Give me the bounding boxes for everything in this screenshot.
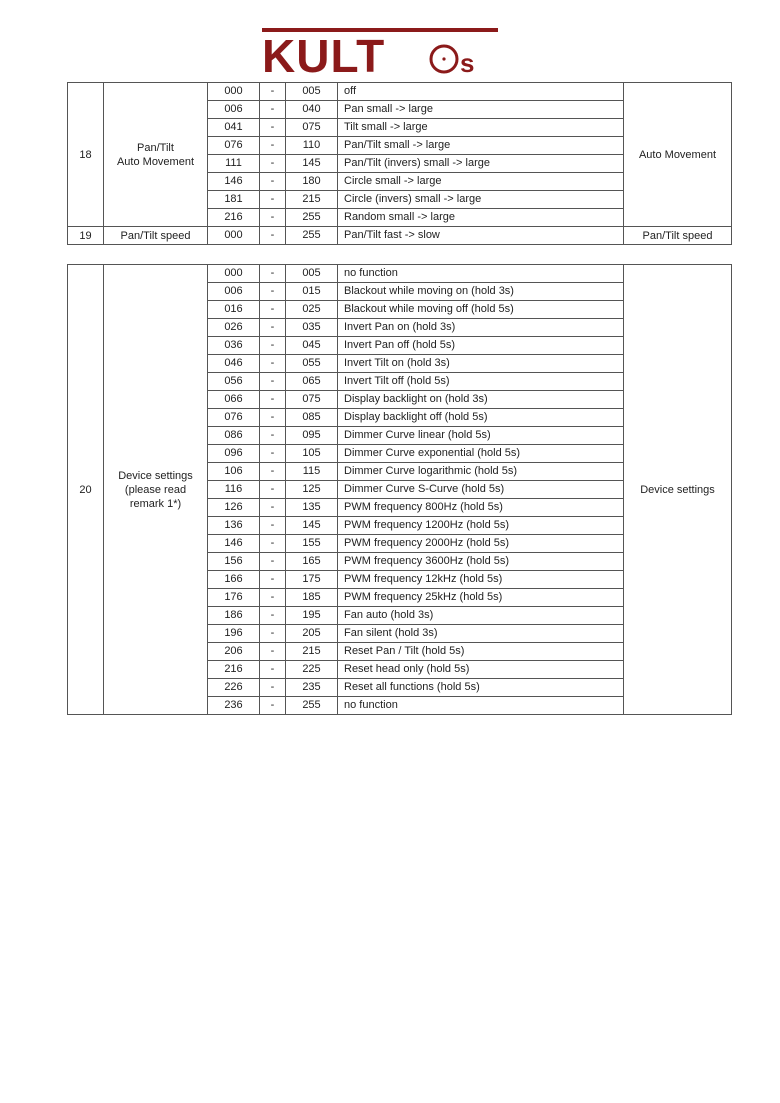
range-dash: - (260, 499, 286, 517)
range-dash: - (260, 535, 286, 553)
range-to: 175 (286, 571, 338, 589)
range-dash: - (260, 697, 286, 715)
range-to: 005 (286, 83, 338, 101)
range-to: 110 (286, 137, 338, 155)
channel-function: Pan/Tilt Auto Movement (104, 83, 208, 227)
range-dash: - (260, 607, 286, 625)
range-to: 145 (286, 517, 338, 535)
svg-text:KULT: KULT (262, 30, 386, 78)
value-description: PWM frequency 800Hz (hold 5s) (338, 499, 624, 517)
value-description: Blackout while moving on (hold 3s) (338, 283, 624, 301)
value-description: PWM frequency 2000Hz (hold 5s) (338, 535, 624, 553)
range-from: 000 (208, 227, 260, 245)
range-to: 105 (286, 445, 338, 463)
range-from: 000 (208, 265, 260, 283)
range-from: 156 (208, 553, 260, 571)
range-from: 226 (208, 679, 260, 697)
range-from: 056 (208, 373, 260, 391)
value-description: Circle small -> large (338, 173, 624, 191)
range-to: 205 (286, 625, 338, 643)
range-to: 215 (286, 643, 338, 661)
range-to: 055 (286, 355, 338, 373)
channel-name: Device settings (624, 265, 732, 715)
range-to: 095 (286, 427, 338, 445)
value-description: no function (338, 265, 624, 283)
range-to: 255 (286, 697, 338, 715)
channel-number: 19 (68, 227, 104, 245)
table-row (68, 227, 732, 245)
range-dash: - (260, 191, 286, 209)
value-description: off (338, 83, 624, 101)
range-dash: - (260, 553, 286, 571)
value-description: Dimmer Curve S-Curve (hold 5s) (338, 481, 624, 499)
range-to: 235 (286, 679, 338, 697)
value-description: Random small -> large (338, 209, 624, 227)
value-description: Invert Tilt off (hold 5s) (338, 373, 624, 391)
range-from: 176 (208, 589, 260, 607)
value-description: PWM frequency 12kHz (hold 5s) (338, 571, 624, 589)
svg-text:s: s (460, 48, 475, 78)
range-to: 195 (286, 607, 338, 625)
value-description: Reset Pan / Tilt (hold 5s) (338, 643, 624, 661)
range-from: 036 (208, 337, 260, 355)
range-to: 075 (286, 119, 338, 137)
range-from: 216 (208, 661, 260, 679)
range-from: 016 (208, 301, 260, 319)
range-from: 146 (208, 173, 260, 191)
value-description: Dimmer Curve exponential (hold 5s) (338, 445, 624, 463)
value-description: Dimmer Curve linear (hold 5s) (338, 427, 624, 445)
value-description: Reset all functions (hold 5s) (338, 679, 624, 697)
value-description: Reset head only (hold 5s) (338, 661, 624, 679)
range-from: 126 (208, 499, 260, 517)
range-dash: - (260, 101, 286, 119)
range-to: 135 (286, 499, 338, 517)
range-from: 046 (208, 355, 260, 373)
range-to: 085 (286, 409, 338, 427)
range-from: 111 (208, 155, 260, 173)
range-from: 136 (208, 517, 260, 535)
value-description: Circle (invers) small -> large (338, 191, 624, 209)
channel-function: Pan/Tilt speed (104, 227, 208, 245)
range-from: 076 (208, 409, 260, 427)
range-dash: - (260, 517, 286, 535)
dmx-table-channels-18-19 (67, 82, 732, 245)
range-dash: - (260, 301, 286, 319)
range-dash: - (260, 209, 286, 227)
range-from: 096 (208, 445, 260, 463)
range-dash: - (260, 319, 286, 337)
dmx-table-channel-20 (67, 264, 732, 715)
range-from: 181 (208, 191, 260, 209)
value-description: Pan small -> large (338, 101, 624, 119)
range-to: 115 (286, 463, 338, 481)
range-dash: - (260, 337, 286, 355)
range-from: 106 (208, 463, 260, 481)
range-to: 005 (286, 265, 338, 283)
channel-number: 18 (68, 83, 104, 227)
range-dash: - (260, 481, 286, 499)
value-description: Pan/Tilt fast -> slow (338, 227, 624, 245)
range-dash: - (260, 173, 286, 191)
range-dash: - (260, 283, 286, 301)
range-to: 045 (286, 337, 338, 355)
value-description: no function (338, 697, 624, 715)
range-from: 186 (208, 607, 260, 625)
range-from: 216 (208, 209, 260, 227)
channel-name: Pan/Tilt speed (624, 227, 732, 245)
value-description: Invert Pan off (hold 5s) (338, 337, 624, 355)
range-from: 166 (208, 571, 260, 589)
value-description: Display backlight off (hold 5s) (338, 409, 624, 427)
range-to: 180 (286, 173, 338, 191)
range-to: 040 (286, 101, 338, 119)
value-description: Invert Tilt on (hold 3s) (338, 355, 624, 373)
range-dash: - (260, 679, 286, 697)
range-dash: - (260, 589, 286, 607)
range-from: 076 (208, 137, 260, 155)
kultos-logo (262, 26, 502, 78)
channel-name: Auto Movement (624, 83, 732, 227)
value-description: Blackout while moving off (hold 5s) (338, 301, 624, 319)
channel-function: Device settings (please read remark 1*) (104, 265, 208, 715)
range-dash: - (260, 625, 286, 643)
range-to: 065 (286, 373, 338, 391)
value-description: Pan/Tilt (invers) small -> large (338, 155, 624, 173)
range-to: 025 (286, 301, 338, 319)
range-dash: - (260, 83, 286, 101)
range-to: 255 (286, 227, 338, 245)
range-from: 000 (208, 83, 260, 101)
range-dash: - (260, 661, 286, 679)
range-to: 185 (286, 589, 338, 607)
value-description: Pan/Tilt small -> large (338, 137, 624, 155)
range-to: 155 (286, 535, 338, 553)
range-from: 006 (208, 283, 260, 301)
range-from: 086 (208, 427, 260, 445)
range-to: 165 (286, 553, 338, 571)
range-from: 116 (208, 481, 260, 499)
range-from: 066 (208, 391, 260, 409)
range-to: 225 (286, 661, 338, 679)
value-description: PWM frequency 3600Hz (hold 5s) (338, 553, 624, 571)
range-dash: - (260, 571, 286, 589)
range-dash: - (260, 355, 286, 373)
range-to: 255 (286, 209, 338, 227)
range-dash: - (260, 119, 286, 137)
range-dash: - (260, 227, 286, 245)
value-description: Fan auto (hold 3s) (338, 607, 624, 625)
range-to: 035 (286, 319, 338, 337)
range-dash: - (260, 391, 286, 409)
value-description: Invert Pan on (hold 3s) (338, 319, 624, 337)
range-dash: - (260, 463, 286, 481)
value-description: Dimmer Curve logarithmic (hold 5s) (338, 463, 624, 481)
range-from: 041 (208, 119, 260, 137)
range-from: 196 (208, 625, 260, 643)
range-from: 026 (208, 319, 260, 337)
range-from: 006 (208, 101, 260, 119)
range-to: 215 (286, 191, 338, 209)
range-from: 236 (208, 697, 260, 715)
range-dash: - (260, 265, 286, 283)
range-to: 125 (286, 481, 338, 499)
channel-number: 20 (68, 265, 104, 715)
range-dash: - (260, 373, 286, 391)
table-row (68, 83, 732, 101)
value-description: Tilt small -> large (338, 119, 624, 137)
range-to: 075 (286, 391, 338, 409)
range-dash: - (260, 137, 286, 155)
value-description: PWM frequency 25kHz (hold 5s) (338, 589, 624, 607)
table-row (68, 265, 732, 283)
range-from: 206 (208, 643, 260, 661)
value-description: PWM frequency 1200Hz (hold 5s) (338, 517, 624, 535)
value-description: Display backlight on (hold 3s) (338, 391, 624, 409)
range-dash: - (260, 445, 286, 463)
range-dash: - (260, 643, 286, 661)
value-description: Fan silent (hold 3s) (338, 625, 624, 643)
range-dash: - (260, 155, 286, 173)
range-to: 015 (286, 283, 338, 301)
range-to: 145 (286, 155, 338, 173)
range-dash: - (260, 409, 286, 427)
range-dash: - (260, 427, 286, 445)
range-from: 146 (208, 535, 260, 553)
